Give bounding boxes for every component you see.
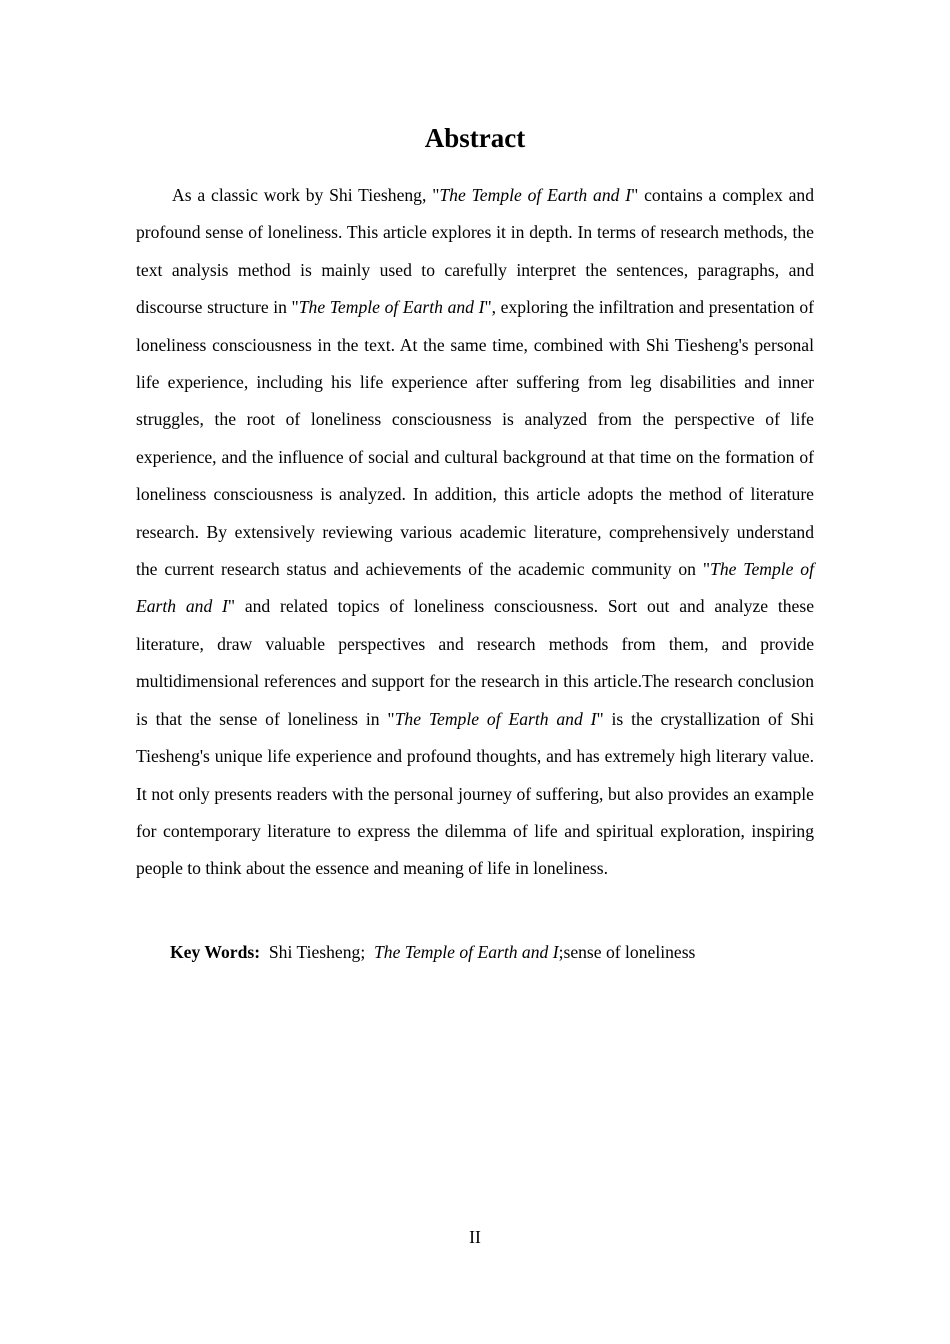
page-number: II xyxy=(469,1227,481,1247)
abstract-paragraph xyxy=(136,177,814,888)
book-title-italic: The Temple of Earth and I xyxy=(394,708,597,729)
keyword-item: ;sense of loneliness xyxy=(558,942,696,962)
abstract-text-segment: ", exploring the infiltration and presentation of loneliness consciousness in the text. At the same time, combined with Shi Tiesheng's personal life experience, including his life experience after suffering from leg disabilities and inner struggles, the root of loneliness consciousness is analyzed from the perspective of life experience, and the influence of social and cultural background at that time on the formation of loneliness consciousness is analyzed. In addition, this article adopts the method of literature research. By extensively reviewing various academic literature, comprehensively understand the current research status and achievements of the academic community on " xyxy=(136,297,814,580)
abstract-text-segment: " contains a complex and profound sense of loneliness. This article explores it in depth. In terms of research methods, the text analysis method is mainly used to carefully interpret the sentences, paragraphs, and discourse structure in " xyxy=(136,185,814,318)
book-title-italic: The Temple of Earth and I xyxy=(298,297,485,318)
keyword-item: Shi Tiesheng; xyxy=(268,942,366,962)
abstract-text-segment: " and related topics of loneliness consciousness. Sort out and analyze these literature, draw valuable perspectives and research methods from them, and provide multidimensional references and support for the research in this article.The research conclusion is that the sense of loneliness in " xyxy=(136,596,814,729)
book-title-italic: The Temple of Earth and I xyxy=(136,559,814,617)
keyword-item-italic: The Temple of Earth and I xyxy=(374,942,559,962)
keywords-label: Key Words: xyxy=(170,942,261,962)
abstract-text-segment: As a classic work by Shi Tiesheng, " xyxy=(172,185,440,205)
abstract-text-segment: " is the crystallization of Shi Tiesheng's unique life experience and profound thoughts, and has extremely high literary value. It not only presents readers with the personal journey of suffering, but also provides an example for contemporary literature to express the dilemma of life and spiritual exploration, inspiring people to think about the essence and meaning of life in loneliness. xyxy=(136,708,814,879)
book-title-italic: The Temple of Earth and I xyxy=(439,185,632,205)
keywords-line xyxy=(170,937,830,967)
page-title: Abstract xyxy=(424,123,526,153)
